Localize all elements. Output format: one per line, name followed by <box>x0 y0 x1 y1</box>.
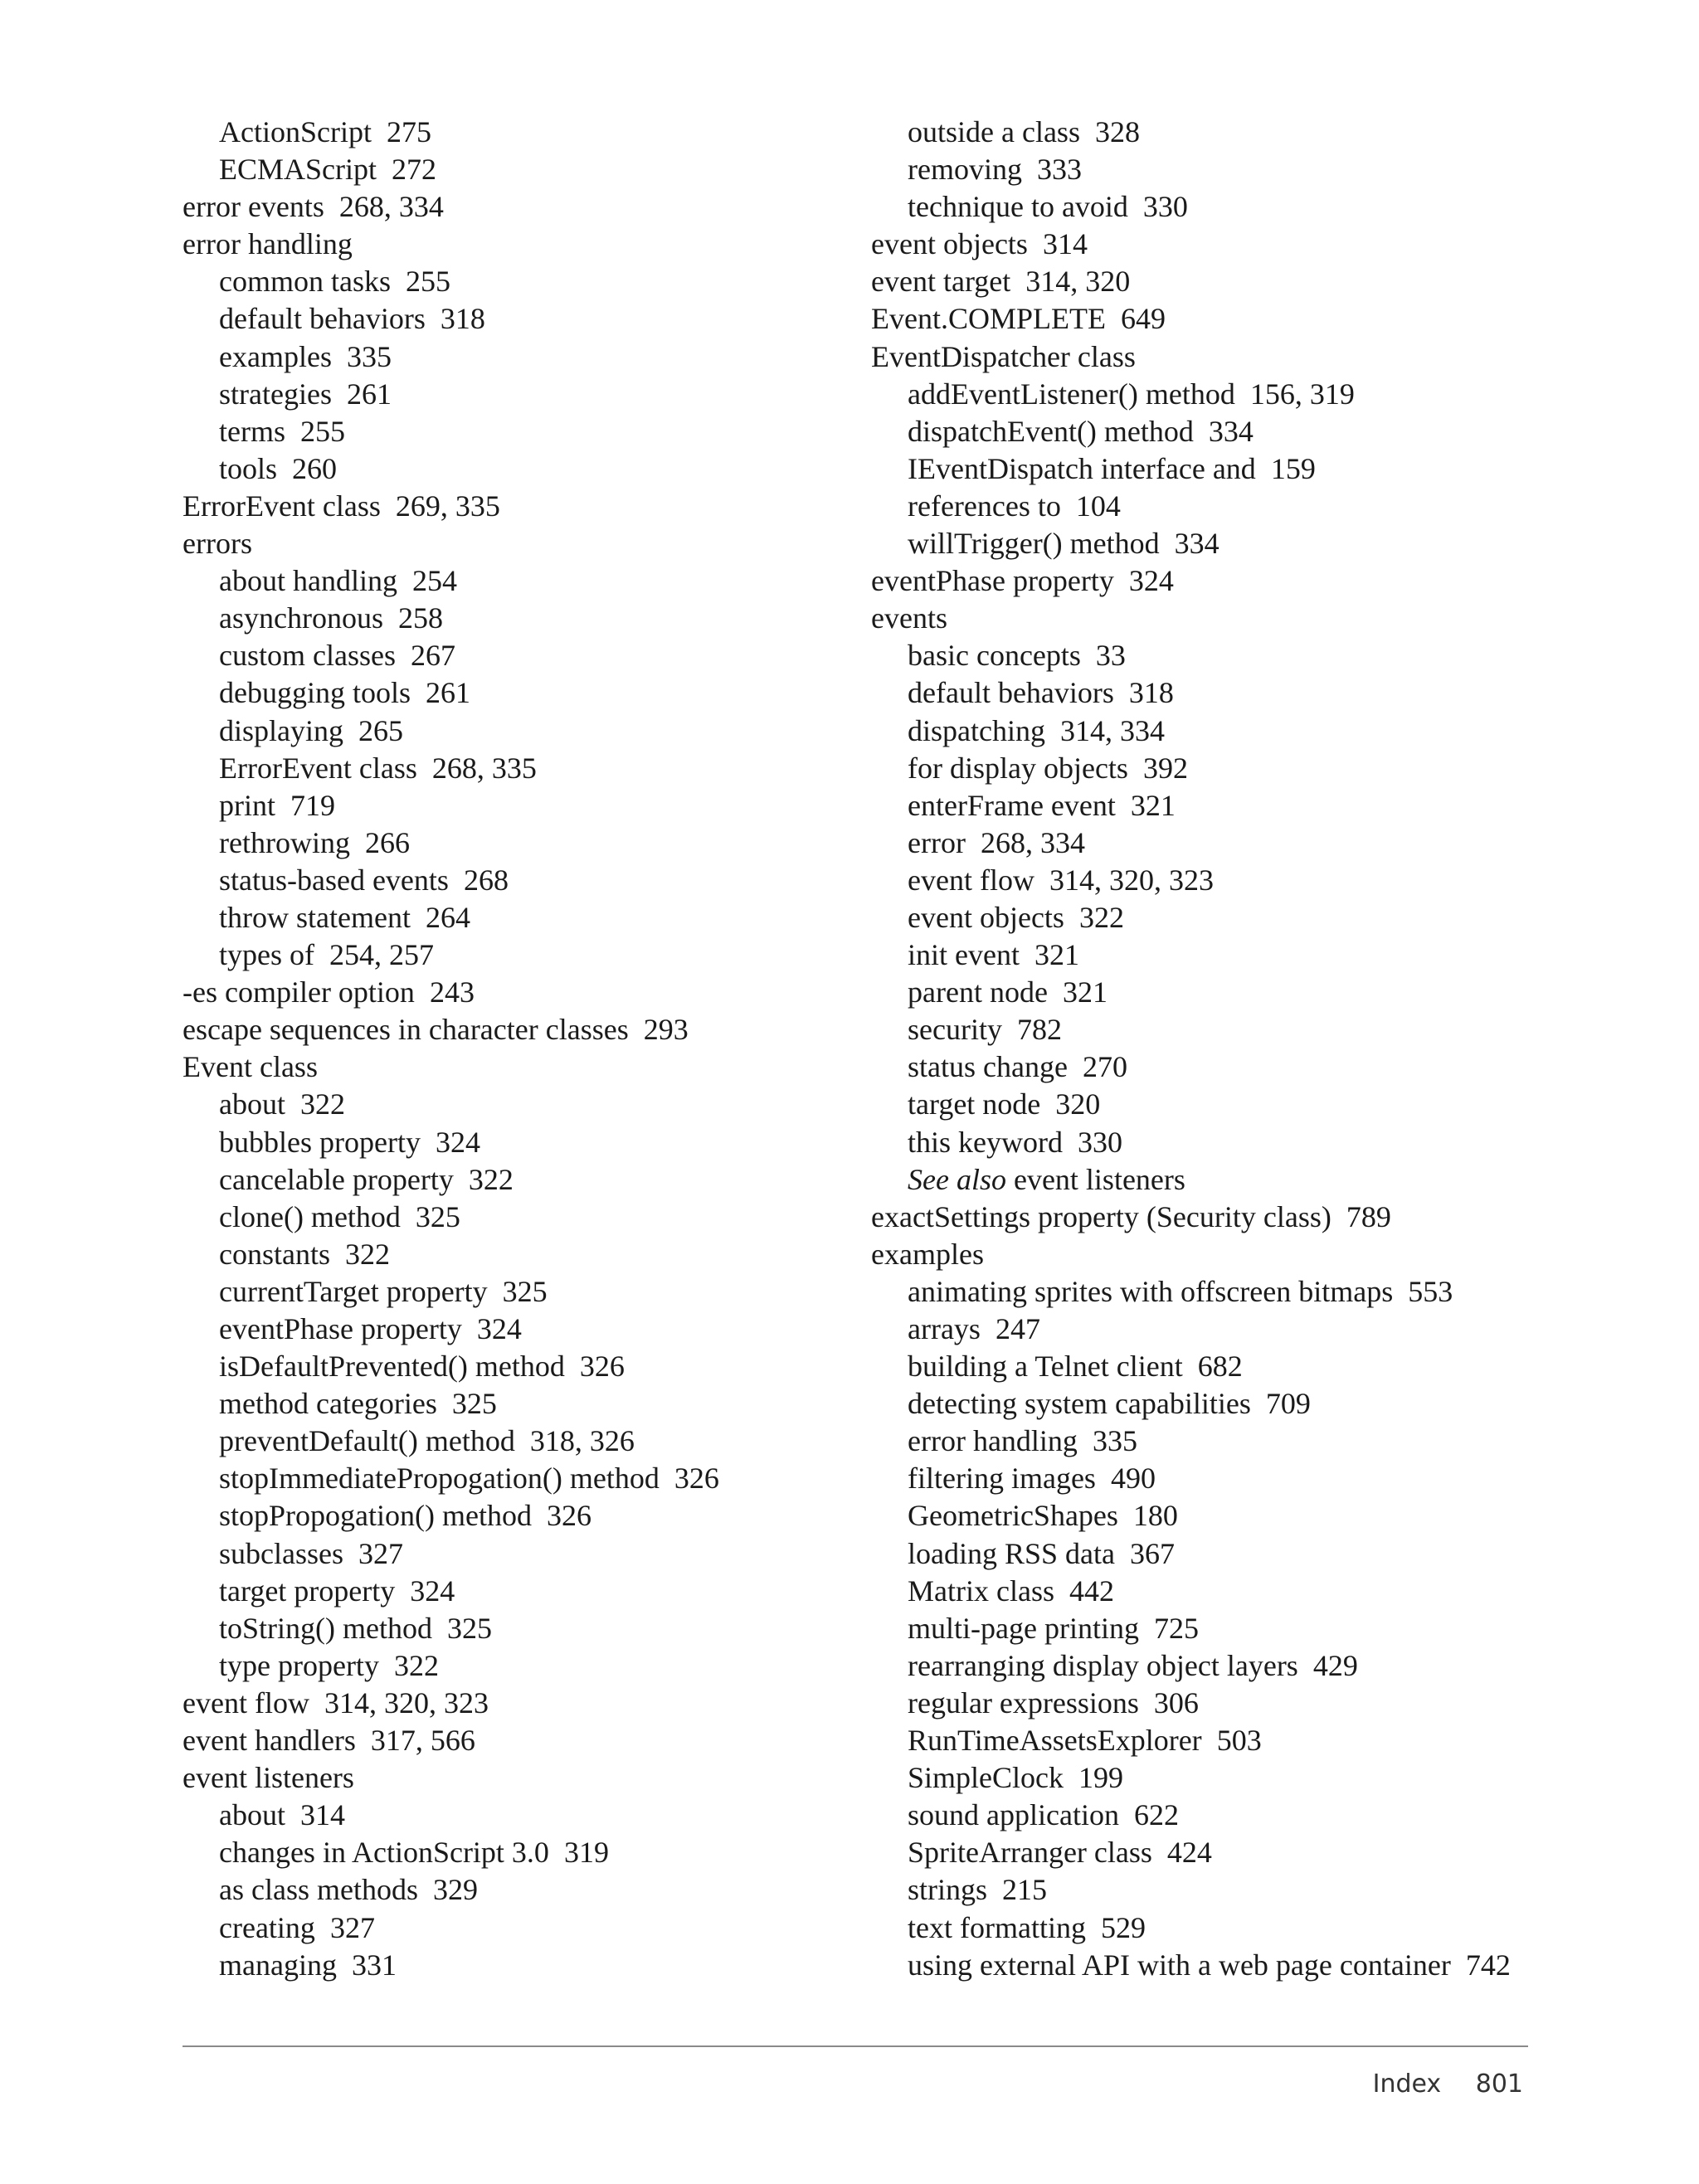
index-entry <box>183 974 846 1011</box>
index-term: regular expressions <box>908 1685 1139 1719</box>
index-subentry <box>183 263 846 300</box>
index-page-refs: 490 <box>1110 1462 1156 1496</box>
index-page-refs: 328 <box>1094 115 1140 148</box>
index-page-refs: 324 <box>435 1125 480 1159</box>
index-term: event flow <box>183 1685 309 1719</box>
index-term: this keyword <box>908 1125 1063 1159</box>
index-subentry <box>871 862 1618 899</box>
index-page-refs: 318 <box>1128 676 1174 710</box>
index-subentry <box>871 1722 1618 1759</box>
index-term: EventDispatcher class <box>871 339 1136 373</box>
index-page-refs: 255 <box>405 265 450 299</box>
index-term: debugging tools <box>219 676 411 710</box>
index-entry <box>871 226 1618 263</box>
index-subentry <box>183 1535 846 1573</box>
index-subentry <box>183 413 846 450</box>
index-term: rethrowing <box>219 825 350 859</box>
index-term: changes in ActionScript 3.0 <box>219 1836 549 1870</box>
page-number: 801 <box>1475 2070 1523 2099</box>
index-subentry <box>183 1573 846 1610</box>
index-page-refs: 789 <box>1346 1199 1391 1233</box>
index-subentry <box>183 1385 846 1423</box>
index-page-refs: 529 <box>1100 1910 1146 1944</box>
index-page-refs: 442 <box>1069 1574 1114 1608</box>
index-page-refs: 326 <box>579 1350 625 1384</box>
index-subentry <box>871 1048 1618 1086</box>
index-column-left <box>183 114 846 1984</box>
index-term: Event class <box>183 1050 318 1084</box>
index-term: stopImmediatePropogation() method <box>219 1462 660 1496</box>
index-subentry <box>871 750 1618 787</box>
index-subentry <box>183 1460 846 1497</box>
index-entry <box>871 338 1618 376</box>
index-page-refs: 321 <box>1130 788 1176 822</box>
index-subentry <box>183 936 846 974</box>
index-term: technique to avoid <box>908 190 1128 224</box>
index-page-refs: 326 <box>674 1462 719 1496</box>
index-term: event flow <box>908 863 1034 897</box>
index-subentry <box>183 824 846 862</box>
index-subentry <box>871 1947 1618 1984</box>
index-term: asynchronous <box>219 601 383 635</box>
index-page-refs: 265 <box>358 713 403 747</box>
index-page-refs: 314, 320, 323 <box>1049 863 1214 897</box>
index-page-refs: 267 <box>410 639 455 673</box>
index-subentry <box>871 1460 1618 1497</box>
index-page-refs: 335 <box>346 339 392 373</box>
index-term: enterFrame event <box>908 788 1116 822</box>
index-subentry <box>183 376 846 413</box>
index-entry <box>871 562 1618 600</box>
index-term: tools <box>219 451 278 485</box>
index-term: cancelable property <box>219 1162 454 1196</box>
index-term: init event <box>908 938 1020 972</box>
index-term: removing <box>908 153 1022 187</box>
index-page-refs: 33 <box>1095 639 1126 673</box>
index-page-refs: 314, 320, 323 <box>324 1685 489 1719</box>
index-subentry <box>183 151 846 188</box>
index-term: event listeners <box>1013 1162 1185 1196</box>
index-term: for display objects <box>908 751 1128 785</box>
index-entry <box>183 226 846 263</box>
page-footer <box>1373 2068 1523 2101</box>
index-subentry <box>871 1273 1618 1311</box>
index-term: using external API with a web page container <box>908 1948 1451 1982</box>
index-term: throw statement <box>219 900 411 934</box>
index-page-refs: 266 <box>364 825 410 859</box>
index-page-refs: 330 <box>1142 190 1188 224</box>
index-subentry <box>183 1497 846 1535</box>
index-page-refs: 325 <box>502 1274 548 1308</box>
index-subentry <box>871 1685 1618 1722</box>
index-subentry <box>183 1124 846 1161</box>
index-page-refs: 322 <box>344 1237 390 1271</box>
index-page-refs: 275 <box>386 115 431 148</box>
index-subentry <box>871 114 1618 151</box>
index-term: print <box>219 788 275 822</box>
index-term: Event.COMPLETE <box>871 302 1106 336</box>
index-page-refs: 324 <box>1128 564 1174 598</box>
index-term: RunTimeAssetsExplorer <box>908 1724 1202 1758</box>
index-term: building a Telnet client <box>908 1350 1183 1384</box>
index-page-refs: 264 <box>425 900 470 934</box>
index-term: event objects <box>908 900 1064 934</box>
index-entry <box>183 1011 846 1048</box>
index-term: isDefaultPrevented() method <box>219 1350 565 1384</box>
index-page-refs: 335 <box>1092 1424 1137 1458</box>
index-page-refs: 553 <box>1408 1274 1453 1308</box>
index-term: error handling <box>908 1424 1078 1458</box>
index-subentry <box>871 1348 1618 1385</box>
index-term: animating sprites with offscreen bitmaps <box>908 1274 1394 1308</box>
index-page-refs: 243 <box>429 975 475 1009</box>
index-page-refs: 318 <box>440 302 485 336</box>
index-term: error handling <box>183 227 353 261</box>
index-subentry <box>871 1385 1618 1423</box>
index-term: references to <box>908 489 1061 523</box>
index-term: stopPropogation() method <box>219 1499 532 1533</box>
index-subentry <box>871 899 1618 936</box>
index-subentry <box>183 1423 846 1460</box>
index-entry <box>183 1048 846 1086</box>
index-term: bubbles property <box>219 1125 421 1159</box>
index-column-right <box>871 114 1618 1984</box>
index-term: toString() method <box>219 1611 432 1645</box>
see-also-label: See also <box>908 1162 1006 1196</box>
index-subentry <box>871 1759 1618 1797</box>
index-page-refs: 321 <box>1034 938 1079 972</box>
index-page-refs: 269, 335 <box>395 489 500 523</box>
index-subentry <box>871 1647 1618 1685</box>
index-entry <box>183 1685 846 1722</box>
index-subentry <box>871 974 1618 1011</box>
index-subentry <box>183 1348 846 1385</box>
index-page-refs: 424 <box>1166 1836 1212 1870</box>
index-term: outside a class <box>908 115 1080 148</box>
index-term: eventPhase property <box>219 1312 462 1345</box>
index-term: status change <box>908 1050 1068 1084</box>
index-subentry <box>183 562 846 600</box>
index-subentry <box>871 1161 1618 1199</box>
index-subentry <box>871 1086 1618 1123</box>
index-term: willTrigger() method <box>908 527 1160 561</box>
index-page-refs: 327 <box>358 1536 403 1570</box>
index-term: error <box>908 825 966 859</box>
index-term: arrays <box>908 1312 981 1345</box>
index-subentry <box>183 338 846 376</box>
index-term: event listeners <box>183 1761 354 1795</box>
index-entry <box>871 600 1618 637</box>
index-entry <box>183 525 846 562</box>
index-page-refs: 322 <box>299 1087 345 1121</box>
index-page-refs: 324 <box>410 1574 455 1608</box>
index-page-refs: 742 <box>1465 1948 1511 1982</box>
index-page-refs: 314 <box>1042 227 1088 261</box>
index-page-refs: 268, 334 <box>338 190 444 224</box>
index-term: SimpleClock <box>908 1761 1064 1795</box>
index-term: terms <box>219 414 285 448</box>
index-page-refs: 321 <box>1062 975 1108 1009</box>
index-term: constants <box>219 1237 330 1271</box>
index-page-refs: 317, 566 <box>370 1724 475 1758</box>
index-subentry <box>871 1497 1618 1535</box>
index-subentry <box>183 300 846 338</box>
index-page-refs: 318, 326 <box>529 1424 635 1458</box>
index-subentry <box>871 936 1618 974</box>
index-subentry <box>183 1273 846 1311</box>
index-term: escape sequences in character classes <box>183 1013 629 1047</box>
index-subentry <box>871 1124 1618 1161</box>
index-term: event target <box>871 265 1011 299</box>
index-subentry <box>871 787 1618 824</box>
index-term: multi-page printing <box>908 1611 1139 1645</box>
index-subentry <box>183 1086 846 1123</box>
index-page-refs: 325 <box>415 1199 460 1233</box>
index-term: IEventDispatch interface and <box>908 451 1256 485</box>
index-subentry <box>183 1161 846 1199</box>
index-page-refs: 180 <box>1132 1499 1178 1533</box>
index-page-refs: 268, 334 <box>980 825 1085 859</box>
index-page-refs: 429 <box>1312 1648 1358 1682</box>
index-entry <box>183 1759 846 1797</box>
index-term: -es compiler option <box>183 975 415 1009</box>
index-subentry <box>183 1610 846 1647</box>
index-entry <box>871 263 1618 300</box>
index-page-refs: 324 <box>476 1312 522 1345</box>
index-subentry <box>871 151 1618 188</box>
index-page-refs: 392 <box>1142 751 1188 785</box>
index-subentry <box>183 1311 846 1348</box>
index-term: events <box>871 601 947 635</box>
index-term: target node <box>908 1087 1041 1121</box>
index-page-refs: 258 <box>397 601 443 635</box>
index-subentry <box>871 376 1618 413</box>
index-page-refs: 709 <box>1265 1387 1311 1421</box>
index-page-refs: 334 <box>1174 527 1219 561</box>
index-term: event handlers <box>183 1724 356 1758</box>
index-term: event objects <box>871 227 1028 261</box>
footer-section-label: Index <box>1372 2070 1442 2099</box>
index-term: dispatching <box>908 713 1045 747</box>
index-term: ActionScript <box>219 115 372 148</box>
index-subentry <box>871 188 1618 226</box>
index-term: subclasses <box>219 1536 343 1570</box>
index-subentry <box>871 1871 1618 1909</box>
index-term: strings <box>908 1873 988 1907</box>
index-subentry <box>871 1909 1618 1947</box>
index-page-refs: 254 <box>411 564 457 598</box>
index-term: addEventListener() method <box>908 377 1235 411</box>
index-page-refs: 325 <box>451 1387 497 1421</box>
index-term: filtering images <box>908 1462 1096 1496</box>
index-term: about <box>219 1087 285 1121</box>
index-term: rearranging display object layers <box>908 1648 1298 1682</box>
index-subentry <box>183 1647 846 1685</box>
index-subentry <box>183 1834 846 1871</box>
index-term: security <box>908 1013 1002 1047</box>
index-page-refs: 268 <box>463 863 509 897</box>
index-term: errors <box>183 527 252 561</box>
index-page-refs: 503 <box>1216 1724 1262 1758</box>
index-page-refs: 270 <box>1082 1050 1127 1084</box>
index-page-refs: 719 <box>290 788 335 822</box>
index-term: default behaviors <box>219 302 426 336</box>
index-page-refs: 320 <box>1055 1087 1101 1121</box>
index-page-refs: 156, 319 <box>1249 377 1355 411</box>
index-subentry <box>183 1871 846 1909</box>
index-page-refs: 268, 335 <box>431 751 537 785</box>
index-subentry <box>183 713 846 750</box>
index-page-refs: 215 <box>1002 1873 1048 1907</box>
index-page-refs: 104 <box>1075 489 1121 523</box>
index-subentry <box>871 1573 1618 1610</box>
index-term: currentTarget property <box>219 1274 488 1308</box>
index-page-refs: 314, 320 <box>1025 265 1131 299</box>
index-term: about <box>219 1798 285 1832</box>
index-page-refs: 782 <box>1016 1013 1062 1047</box>
index-page-refs: 159 <box>1270 451 1316 485</box>
index-page-refs: 254, 257 <box>329 938 434 972</box>
index-page-refs: 272 <box>392 153 437 187</box>
index-term: error events <box>183 190 324 224</box>
index-term: Matrix class <box>908 1574 1054 1608</box>
index-entry <box>183 488 846 525</box>
index-entry <box>871 1199 1618 1236</box>
index-page-refs: 331 <box>351 1948 397 1982</box>
index-subentry <box>871 1797 1618 1834</box>
index-page-refs: 293 <box>643 1013 689 1047</box>
footer-rule <box>183 2045 1528 2047</box>
index-subentry <box>871 637 1618 674</box>
index-term: method categories <box>219 1387 437 1421</box>
index-term: strategies <box>219 377 332 411</box>
index-term: examples <box>219 339 332 373</box>
index-subentry <box>871 1834 1618 1871</box>
index-page-refs: 649 <box>1120 302 1166 336</box>
index-subentry <box>183 899 846 936</box>
index-entry <box>183 188 846 226</box>
index-subentry <box>871 450 1618 488</box>
index-subentry <box>871 488 1618 525</box>
index-page-refs: 199 <box>1078 1761 1123 1795</box>
index-entry <box>871 1236 1618 1273</box>
index-term: dispatchEvent() method <box>908 414 1194 448</box>
index-subentry <box>183 862 846 899</box>
index-subentry <box>183 1797 846 1834</box>
index-term: clone() method <box>219 1199 401 1233</box>
index-entry <box>183 1722 846 1759</box>
index-term: ECMAScript <box>219 153 377 187</box>
index-subentry <box>183 1947 846 1984</box>
index-term: status-based events <box>219 863 449 897</box>
index-page-refs: 334 <box>1208 414 1254 448</box>
index-term: text formatting <box>908 1910 1086 1944</box>
index-subentry <box>183 1199 846 1236</box>
index-term: ErrorEvent class <box>183 489 381 523</box>
index-page-refs: 330 <box>1077 1125 1122 1159</box>
index-term: default behaviors <box>908 676 1114 710</box>
index-page-refs: 327 <box>329 1910 375 1944</box>
index-term: as class methods <box>219 1873 418 1907</box>
index-term: SpriteArranger class <box>908 1836 1152 1870</box>
index-subentry <box>871 1610 1618 1647</box>
index-page-refs: 319 <box>563 1836 609 1870</box>
index-term: displaying <box>219 713 343 747</box>
index-term: type property <box>219 1648 379 1682</box>
index-term: detecting system capabilities <box>908 1387 1251 1421</box>
index-subentry <box>183 1236 846 1273</box>
index-term: eventPhase property <box>871 564 1114 598</box>
index-subentry <box>871 713 1618 750</box>
index-page-refs: 725 <box>1153 1611 1199 1645</box>
index-page-refs: 325 <box>446 1611 492 1645</box>
index-subentry <box>183 674 846 712</box>
index-page-refs: 682 <box>1197 1350 1243 1384</box>
index-subentry <box>871 1311 1618 1348</box>
index-page-refs: 326 <box>546 1499 591 1533</box>
index-term: basic concepts <box>908 639 1081 673</box>
index-subentry <box>871 1535 1618 1573</box>
index-page-refs: 261 <box>346 377 392 411</box>
index-term: custom classes <box>219 639 396 673</box>
index-subentry <box>183 787 846 824</box>
index-term: exactSettings property (Security class) <box>871 1199 1331 1233</box>
index-page-refs: 314, 334 <box>1059 713 1165 747</box>
index-page-refs: 314 <box>299 1798 345 1832</box>
index-term: examples <box>871 1237 984 1271</box>
index-page-refs: 261 <box>426 676 470 710</box>
index-subentry <box>871 824 1618 862</box>
index-page-refs: 306 <box>1153 1685 1199 1719</box>
index-page-refs: 322 <box>468 1162 514 1196</box>
index-page-refs: 247 <box>995 1312 1040 1345</box>
index-subentry <box>871 674 1618 712</box>
index-term: parent node <box>908 975 1048 1009</box>
index-term: loading RSS data <box>908 1536 1115 1570</box>
index-page-refs: 333 <box>1036 153 1082 187</box>
index-term: preventDefault() method <box>219 1424 515 1458</box>
index-subentry <box>183 114 846 151</box>
index-subentry <box>183 750 846 787</box>
index-term: target property <box>219 1574 396 1608</box>
index-subentry <box>871 413 1618 450</box>
index-page-refs: 260 <box>292 451 338 485</box>
index-term: managing <box>219 1948 337 1982</box>
index-page-refs: 322 <box>1078 900 1124 934</box>
index-term: ErrorEvent class <box>219 751 417 785</box>
index-subentry <box>183 450 846 488</box>
index-subentry <box>871 1423 1618 1460</box>
index-subentry <box>183 637 846 674</box>
index-page-refs: 255 <box>299 414 345 448</box>
index-subentry <box>183 1909 846 1947</box>
index-page-refs: 622 <box>1133 1798 1179 1832</box>
index-subentry <box>871 525 1618 562</box>
index-page-refs: 329 <box>432 1873 478 1907</box>
index-term: creating <box>219 1910 315 1944</box>
index-entry <box>871 300 1618 338</box>
index-term: types of <box>219 938 314 972</box>
index-term: common tasks <box>219 265 391 299</box>
index-term: GeometricShapes <box>908 1499 1118 1533</box>
index-subentry <box>871 1011 1618 1048</box>
index-page-refs: 322 <box>393 1648 439 1682</box>
index-term: about handling <box>219 564 397 598</box>
index-page-refs: 367 <box>1130 1536 1175 1570</box>
index-term: sound application <box>908 1798 1119 1832</box>
index-subentry <box>183 600 846 637</box>
